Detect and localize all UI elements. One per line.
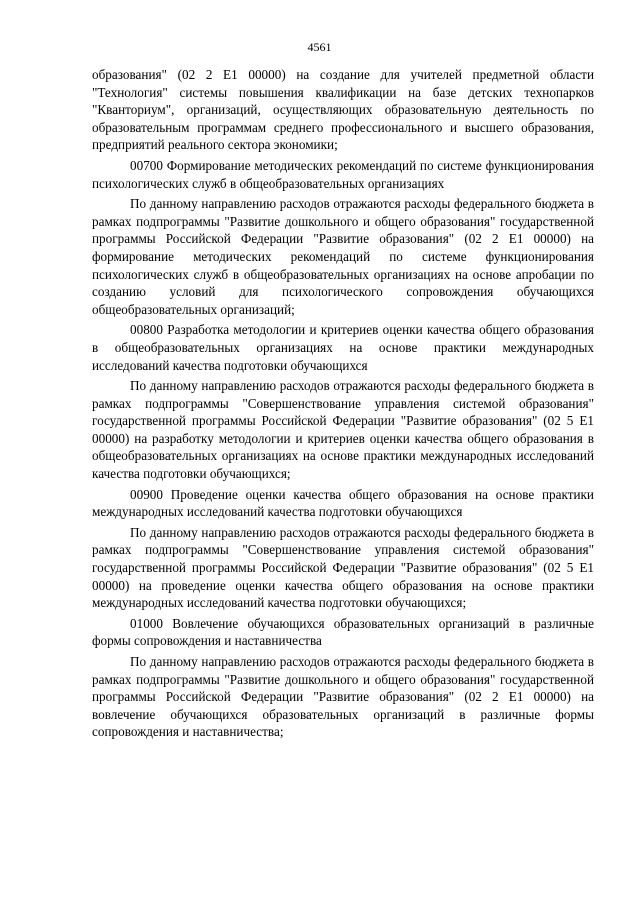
document-body: [92, 66, 594, 744]
paragraph-00900-description: По данному направлению расходов отражаются расходы федерального бюджета в рамках подпрограммы "Совершенствование управления системой образования" государственной программы Российской Федерации "Развитие образования" (02 5 Е1 00000) на проведение оценки качества общего образования на основе практики международных исследований качества подготовки обучающихся;: [92, 524, 594, 611]
paragraph-00700-description: По данному направлению расходов отражаются расходы федерального бюджета в рамках подпрограммы "Развитие дошкольного и общего образования" государственной программы Российской Федерации "Развитие образования" (02 2 Е1 00000) на формирование методических рекомендаций по системе функционирования психологических служб в общеобразовательных организациях на основе апробации по созданию условий для психологического сопровождения обучающихся общеобразовательных организаций;: [92, 196, 594, 317]
paragraph-01000-description: По данному направлению расходов отражаются расходы федерального бюджета в рамках подпрограммы "Развитие дошкольного и общего образования" государственной программы Российской Федерации "Развитие образования" (02 2 Е1 00000) на вовлечение обучающихся образовательных организаций в различные формы сопровождения и наставничества;: [92, 654, 594, 740]
section-heading-00900: 00900 Проведение оценки качества общего образования на основе практики международных исследований качества подготовки обучающихся: [92, 486, 594, 520]
section-heading-01000: 01000 Вовлечение обучающихся образовательных организаций в различные формы сопровождения и наставничества: [92, 615, 594, 649]
page-number: 4561: [307, 40, 332, 54]
paragraph-00800-description: По данному направлению расходов отражаются расходы федерального бюджета в рамках подпрограммы "Совершенствование управления системой образования" государственной программы Российской Федерации "Развитие образования" (02 5 Е1 00000) на разработку методологии и критериев оценки качества общего образования в общеобразовательных организациях на основе практики международных исследований качества подготовки обучающихся;: [92, 378, 594, 482]
section-heading-00800: 00800 Разработка методологии и критериев оценки качества общего образования в общеобразовательных организациях на основе практики международных исследований качества подготовки обучающихся: [92, 322, 594, 373]
section-heading-00700: 00700 Формирование методических рекомендаций по системе функционирования психологических служб в общеобразовательных организациях: [92, 157, 594, 191]
paragraph-continuation: образования" (02 2 Е1 00000) на создание для учителей предметной области "Технология" системы повышения квалификации на базе детских технопарков "Кванториум", организаций, осуществляющих образовательную деятельность по образовательным программам среднего профессионального и высшего образования, предприятий реального сектора экономики;: [92, 67, 594, 153]
